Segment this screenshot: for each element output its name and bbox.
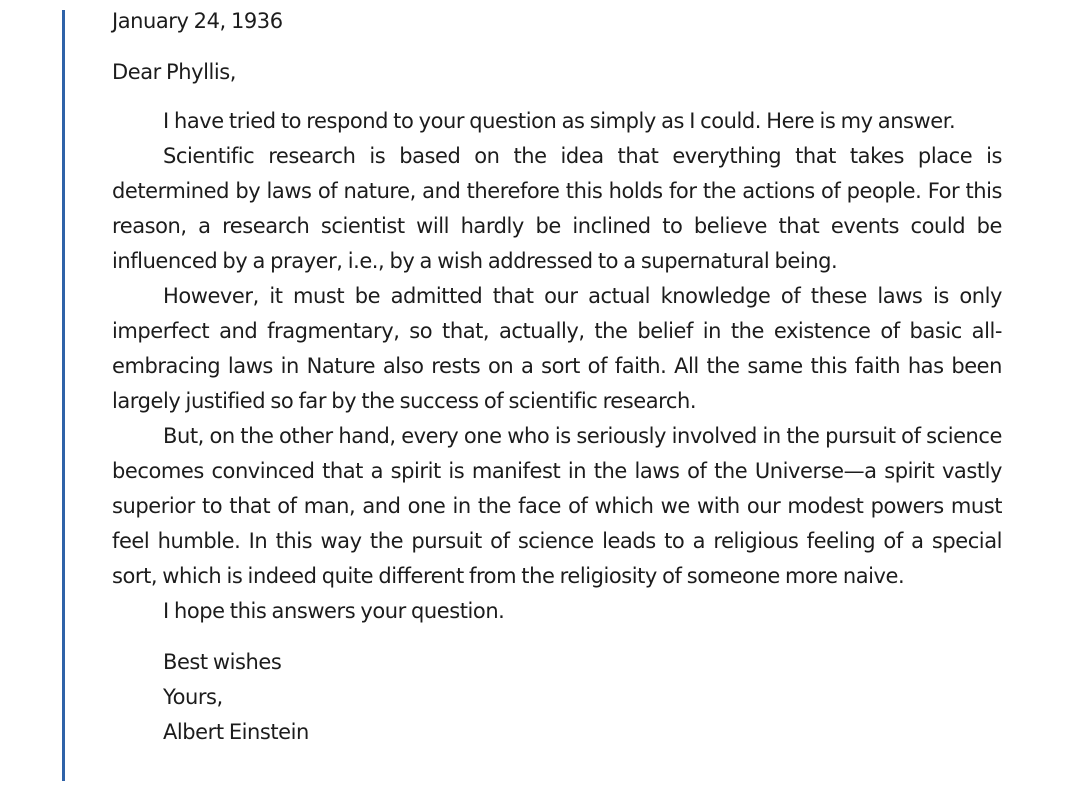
paragraph-5: I hope this answers your question. (163, 599, 505, 623)
closing-yours: Yours, (163, 685, 223, 709)
paragraph-3: However, it must be admitted that our actual knowledge of these laws is only imperfect and fragmentary, so that, actually, the belief in the existence of basic all-embracing laws in Nature also rests on a sort of faith. All the same this faith has been largely justified so far by the success of scientific research. (112, 284, 1002, 413)
paragraph-1: I have tried to respond to your question as simply as I could. Here is my answer. (163, 109, 956, 133)
closing-best-wishes: Best wishes (163, 650, 282, 674)
letter-date: January 24, 1936 (112, 9, 283, 33)
paragraph-2: Scientific research is based on the idea that everything that takes place is determined by laws of nature, and therefore this holds for the actions of people. For this reason, a research scientist will hardly be inclined to believe that events could be influenced by a prayer, i.e., by a wish addressed to a supernatural being. (112, 144, 1002, 273)
paragraph-4: But, on the other hand, every one who is seriously involved in the pursuit of science becomes convinced that a spirit is manifest in the laws of the Universe—a spirit vastly superior to that of man, and one in the face of which we with our modest powers must feel humble. In this way the pursuit of science leads to a religious feeling of a special sort, which is indeed quite different from the religiosity of someone more naive. (112, 424, 1002, 588)
letter-salutation: Dear Phyllis, (112, 60, 236, 84)
letter-closing (112, 645, 1002, 750)
signature: Albert Einstein (163, 720, 309, 744)
letter-body (112, 4, 1002, 750)
margin-rule (62, 10, 65, 781)
